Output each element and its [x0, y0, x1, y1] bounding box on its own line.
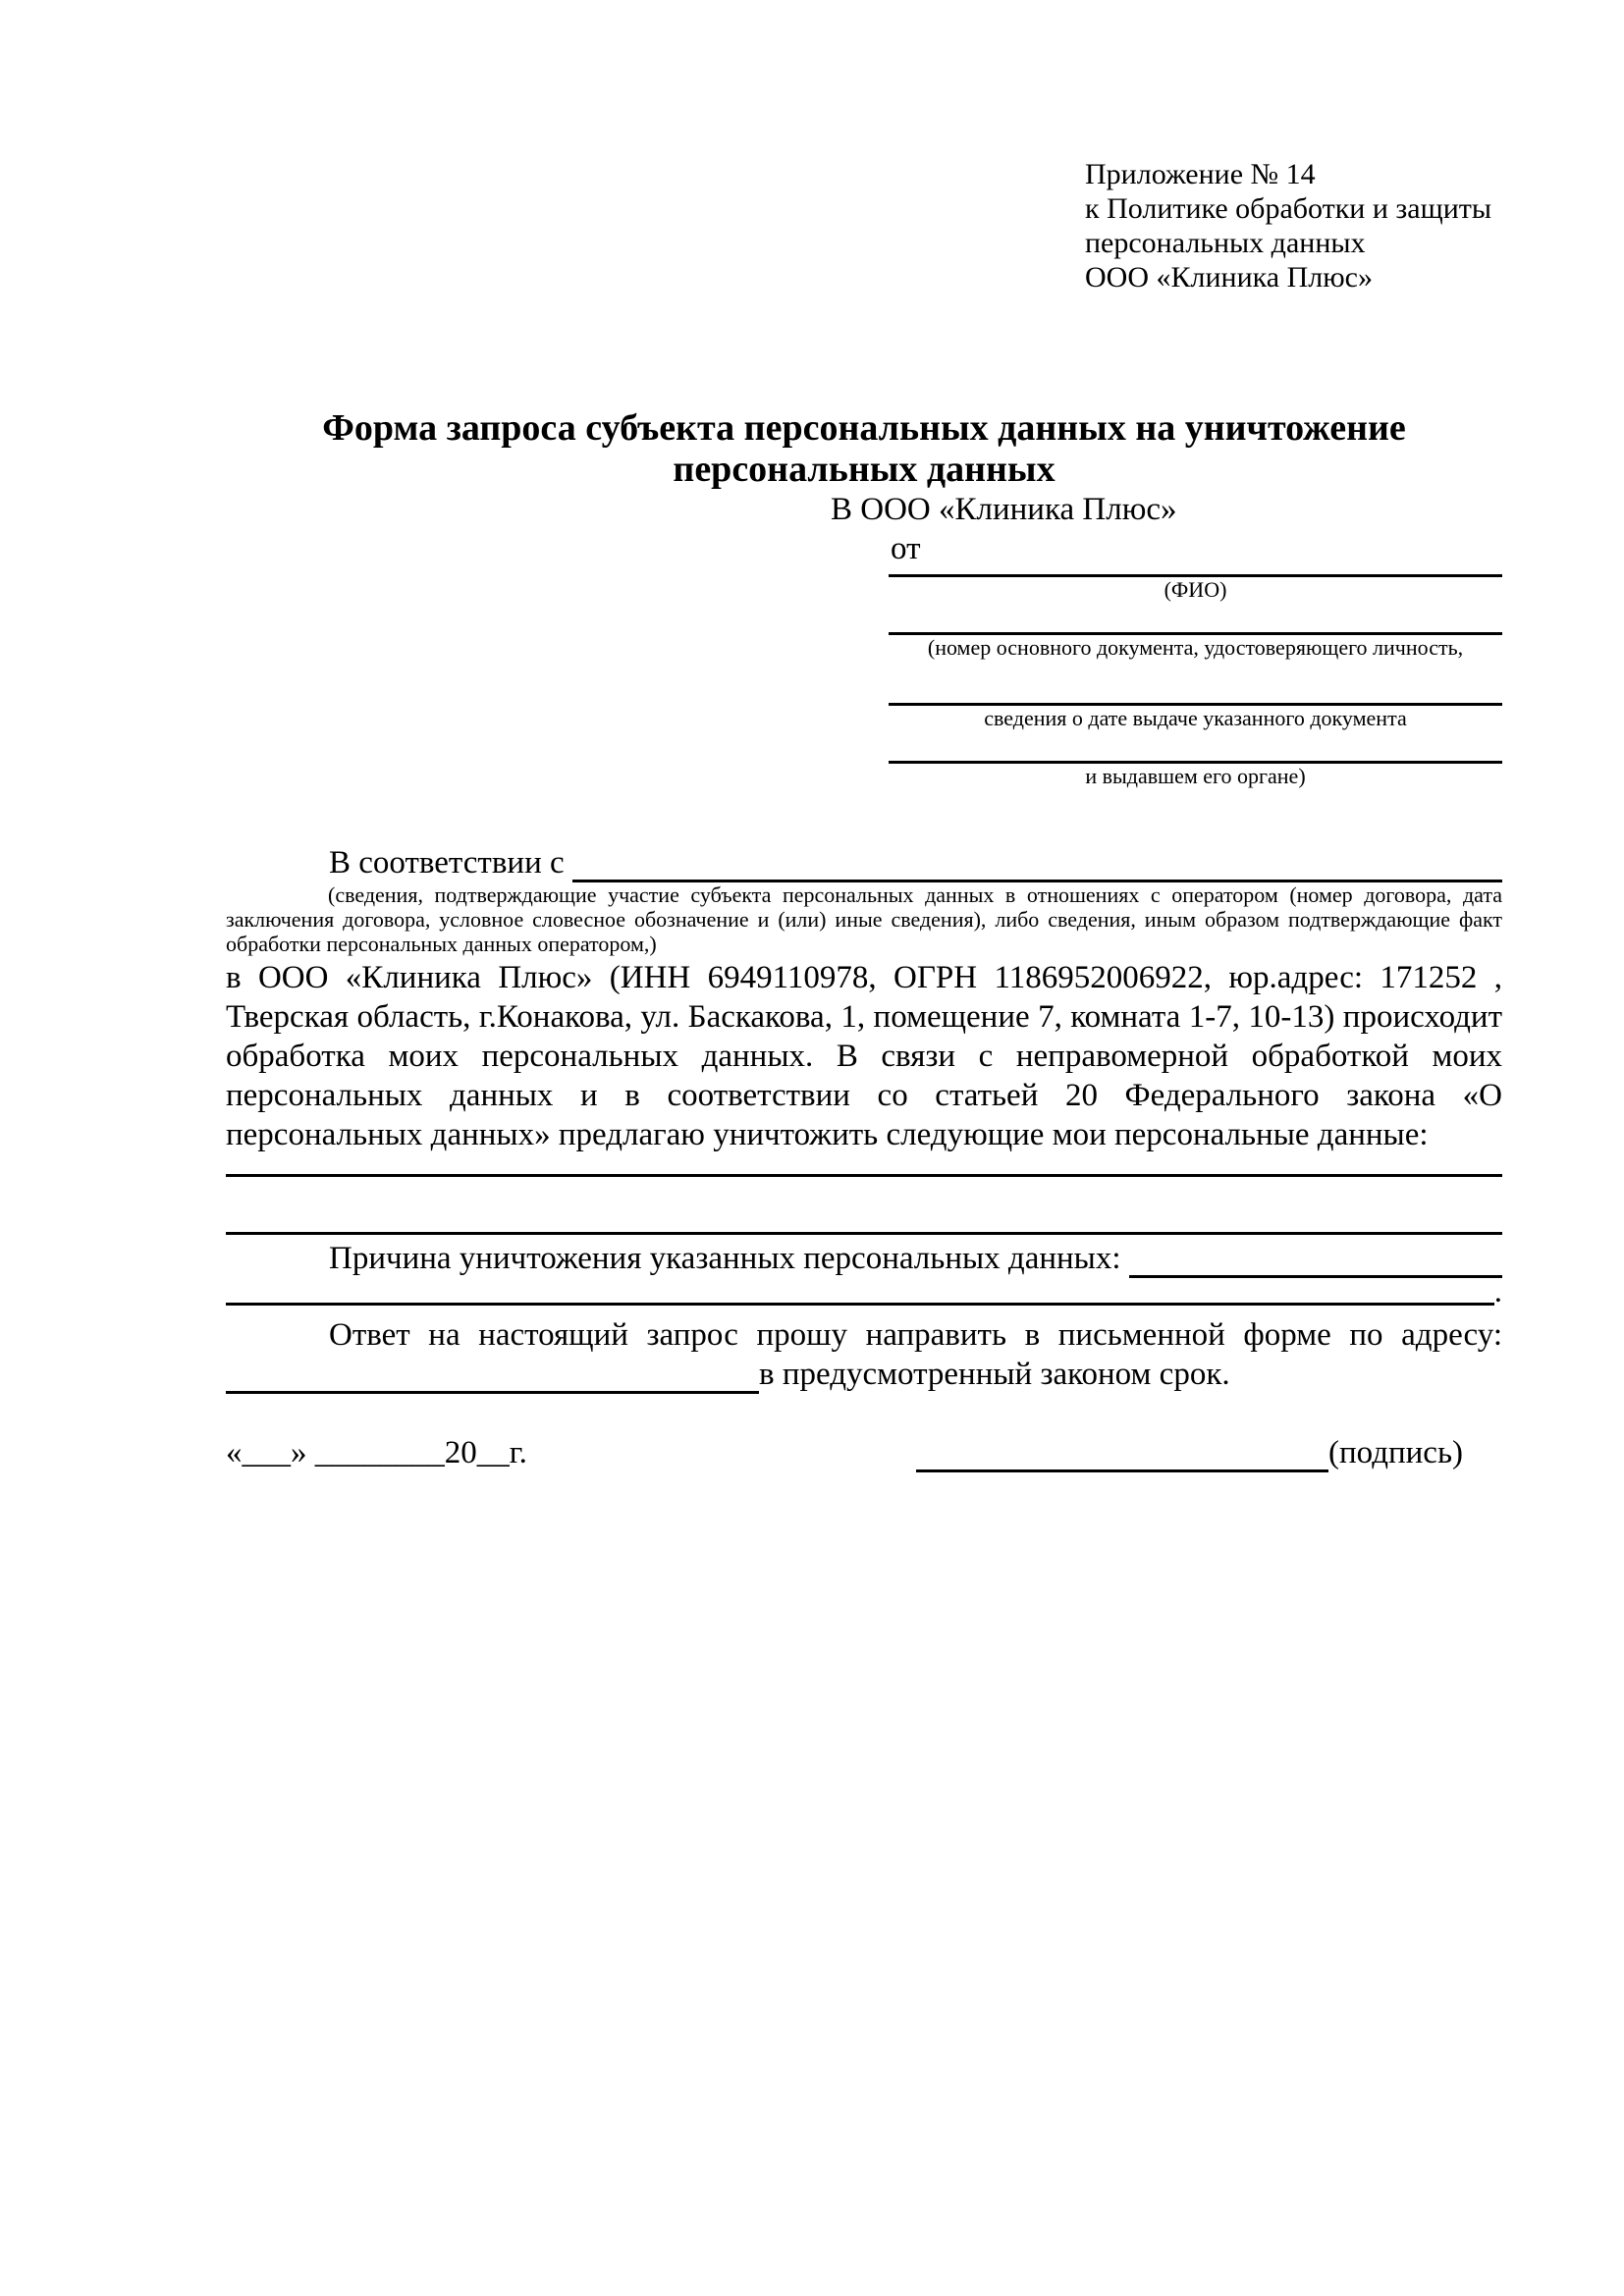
accordance-line — [226, 843, 1502, 882]
reply-tail-text: в предусмотренный законом срок. — [759, 1357, 1230, 1392]
fio-blank-line — [889, 568, 1502, 577]
reason-lead: Причина уничтожения указанных персональных данных: — [329, 1241, 1121, 1276]
reply-paragraph: Ответ на настоящий запрос прошу направить в письменной форме по адресу: — [329, 1317, 1502, 1353]
reason-blank-line — [1129, 1239, 1502, 1278]
address-blank-line — [226, 1355, 759, 1394]
issuing-authority-caption: и выдавшем его органе) — [1085, 764, 1306, 788]
fio-caption: (ФИО) — [1164, 577, 1227, 602]
personal-data-blank-line-2 — [226, 1232, 1502, 1235]
signature-caption: (подпись) — [1328, 1435, 1463, 1470]
signature-group — [916, 1433, 1463, 1472]
document-number-blank-line — [889, 602, 1502, 635]
accordance-blank-line — [572, 843, 1502, 882]
reason-line — [226, 1239, 1502, 1278]
issue-date-caption: сведения о дате выдаче указанного документа — [984, 706, 1407, 730]
appendix-note — [1085, 0, 1502, 294]
document-title-line: Форма запроса субъекта персональных данных на уничтожение — [322, 407, 1406, 449]
personal-data-blank-line-1 — [226, 1174, 1502, 1177]
date-blank-line: «___» ________20__г. — [226, 1435, 527, 1470]
document-number-caption: (номер основного документа, удостоверяющего личность, — [927, 635, 1464, 660]
main-paragraph: в ООО «Клиника Плюс» (ИНН 6949110978, ОГРН 1186952006922, юр.адрес: 171252 , Тверская область, г.Конакова, ул. Баскакова, 1, помещение 7, комната 1-7, 10-13) происходит обработка моих персональных данных. В связи с неправомерной обработкой моих персональных данных и в соответствии со статьей 20 Федерального закона «О персональных данных» предлагаю уничтожить следующие мои персональные данные: — [226, 960, 1502, 1152]
issue-date-blank-line — [889, 660, 1502, 706]
reply-tail-line — [226, 1355, 1502, 1394]
document-title-line: персональных данных — [673, 449, 1056, 490]
signature-row — [226, 1433, 1502, 1472]
appendix-line: ООО «Клиника Плюс» — [1085, 261, 1373, 294]
reason-blank-line-continuation — [226, 1274, 1502, 1309]
reason-blank-rule — [226, 1278, 1494, 1306]
addressee-to: В ООО «Клиника Плюс» — [831, 492, 1177, 527]
accordance-lead: В соответствии с — [329, 845, 565, 881]
appendix-line: Приложение № 14 — [1085, 158, 1316, 190]
appendix-line: персональных данных — [1085, 227, 1366, 259]
line-end-period: . — [1493, 1274, 1502, 1309]
signature-blank-line — [916, 1433, 1328, 1472]
addressee-from-label: от — [891, 531, 921, 566]
accordance-footnote: (сведения, подтверждающие участие субъекта персональных данных в отношениях с оператором (номер договора, дата заключения договора, условное словесное обозначение и (или) иные сведения), либо сведения, иным образом подтверждающие факт обработки персональных данных оператором,) — [226, 882, 1502, 956]
document-title — [226, 407, 1502, 490]
issuing-authority-blank-line — [889, 730, 1502, 764]
appendix-line: к Политике обработки и защиты — [1085, 192, 1492, 225]
addressee-fill-fields — [889, 568, 1502, 788]
